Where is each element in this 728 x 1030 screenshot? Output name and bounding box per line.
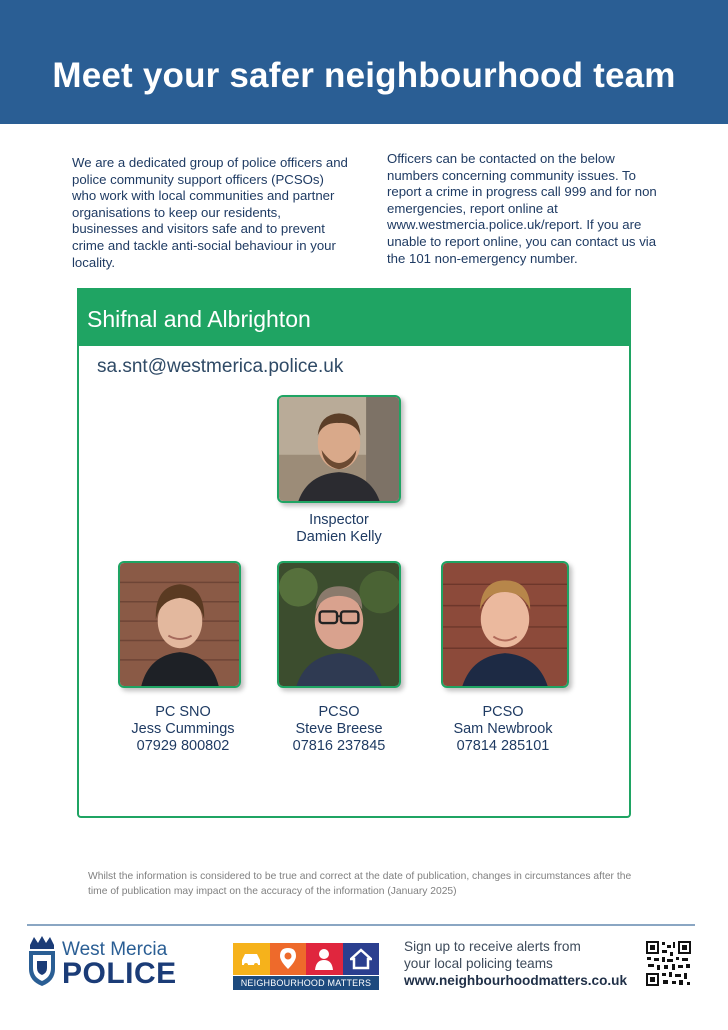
officer-role: PCSO — [318, 704, 360, 720]
page-header — [0, 0, 728, 124]
team-email-link[interactable]: sa.snt@westmerica.police.uk — [97, 356, 344, 377]
footer-divider — [27, 924, 695, 926]
officer-photo — [441, 561, 569, 688]
signup-url-link[interactable]: www.neighbourhoodmatters.co.uk — [404, 973, 628, 988]
car-icon — [233, 943, 270, 975]
disclaimer-text: Whilst the information is considered to be true and correct at the date of publication, changes in circumstances after the time of publication may impact on the accuracy of the information (January 2025) — [88, 871, 632, 897]
crown-crest-icon — [27, 935, 57, 987]
intro-team-description: We are a dedicated group of police officers and police community support officers (PCSOs) who work with local communities and partner organisations to keep our residents, businesses and visitors safe and to prevent crime and tackle anti-social behaviour in your locality. — [72, 155, 348, 270]
person-icon — [306, 943, 343, 975]
team-banner — [77, 288, 631, 346]
officer-phone[interactable]: 07816 237845 — [292, 738, 386, 754]
signup-line-2: your local policing teams — [404, 956, 553, 971]
qr-code-icon[interactable] — [645, 940, 692, 987]
intro-contact-info: Officers can be contacted on the below numbers concerning community issues. To report a crime in progress call 999 and for non emergencies, report online at www.westmercia.police.uk/report. If you are unable to report online, you can contact us via the 101 non-emergency number. — [387, 151, 657, 266]
page-title: Meet your safer neighbourhood team — [52, 56, 676, 95]
officer-phone[interactable]: 07929 800802 — [136, 738, 230, 754]
inspector-photo — [277, 395, 401, 503]
officer-role: PCSO — [482, 704, 524, 720]
inspector-name: Damien Kelly — [296, 529, 382, 545]
officer-caption — [418, 704, 588, 755]
officer-phone[interactable]: 07814 285101 — [456, 738, 550, 754]
inspector-caption — [258, 512, 420, 546]
logo-bottom-text: POLICE — [62, 957, 177, 990]
inspector-role: Inspector — [309, 512, 369, 528]
officer-role: PC SNO — [155, 704, 211, 720]
officer-photo — [118, 561, 241, 688]
officer-photo — [277, 561, 401, 688]
house-icon — [343, 943, 380, 975]
officer-name: Steve Breese — [295, 721, 383, 737]
officer-caption — [254, 704, 424, 755]
neighbourhood-matters-label: NEIGHBOURHOOD MATTERS — [233, 976, 379, 990]
team-name: Shifnal and Albrighton — [87, 306, 311, 332]
map-pin-icon — [270, 943, 307, 975]
neighbourhood-matters-logo — [233, 943, 379, 991]
officer-name: Sam Newbrook — [453, 721, 553, 737]
signup-line-1: Sign up to receive alerts from — [404, 939, 581, 954]
west-mercia-police-logo — [27, 935, 177, 990]
logo-top-text: West Mercia — [62, 939, 168, 960]
officer-caption — [98, 704, 268, 755]
officer-name: Jess Cummings — [131, 721, 235, 737]
signup-promo — [404, 938, 627, 989]
